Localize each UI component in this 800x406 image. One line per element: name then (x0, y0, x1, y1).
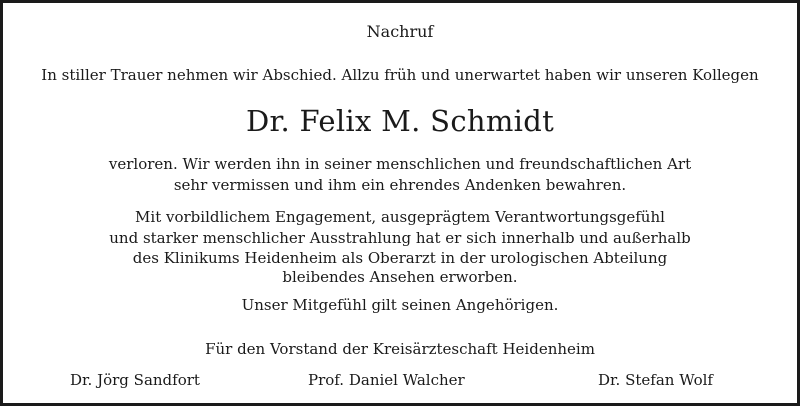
signatory-name: Dr. Jörg Sandfort (70, 371, 200, 389)
intro-text: In stiller Trauer nehmen wir Abschied. Allzu früh und unerwartet haben wir unseren Kollegen (41, 66, 759, 84)
tribute-paragraph-2-line-4: bleibendes Ansehen erworben. (282, 268, 518, 286)
signatories (3, 370, 797, 390)
on-behalf-text: Für den Vorstand der Kreisärzteschaft Heidenheim (205, 340, 595, 358)
signatory-name: Prof. Daniel Walcher (308, 371, 465, 389)
tribute-paragraph-2-line-1: Mit vorbildlichem Engagement, ausgeprägtem Verantwortungsgefühl (135, 208, 665, 226)
tribute-paragraph-1-line-2: sehr vermissen und ihm ein ehrendes Andenken bewahren. (173, 176, 627, 194)
tribute-paragraph-2-line-2: und starker menschlicher Ausstrahlung hat er sich innerhalb und außerhalb (109, 229, 691, 247)
tribute-paragraph-2-line-3: des Klinikums Heidenheim als Oberarzt in der urologischen Abteilung (132, 249, 668, 267)
notice-heading: Nachruf (366, 22, 434, 41)
signatory-name: Dr. Stefan Wolf (598, 371, 713, 389)
condolence-text: Unser Mitgefühl gilt seinen Angehörigen. (241, 296, 559, 314)
deceased-name: Dr. Felix M. Schmidt (245, 104, 555, 138)
tribute-paragraph-1-line-1: verloren. Wir werden ihn in seiner menschlichen und freundschaftlichen Art (108, 155, 692, 173)
